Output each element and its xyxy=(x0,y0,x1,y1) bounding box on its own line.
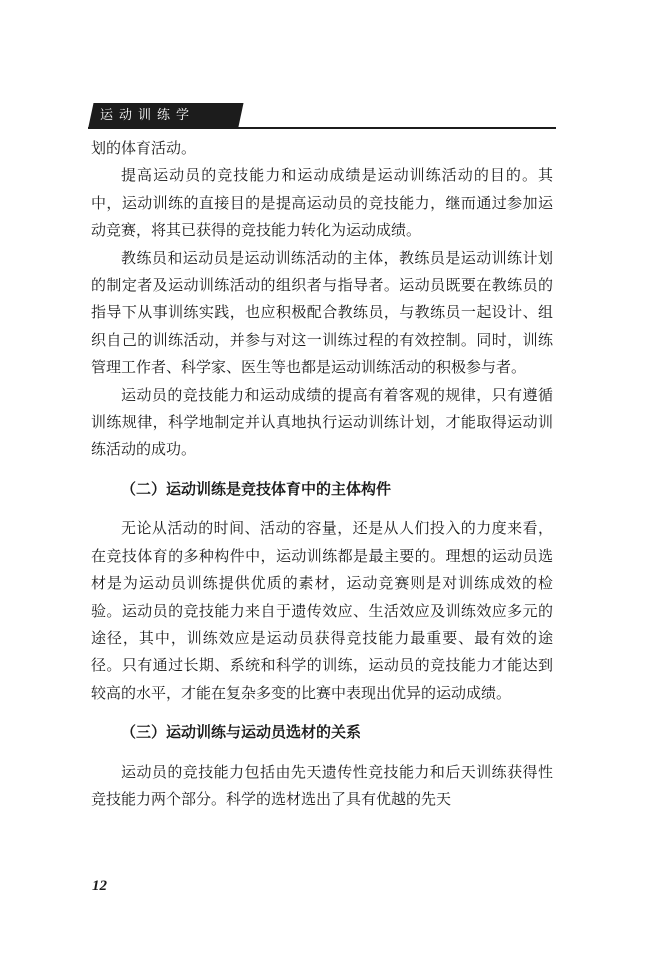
paragraph-main-component: 无论从活动的时间、活动的容量，还是从人们投入的力度来看，在竞技体育的多种构件中，运动训练都是最主要的。理想的运动员选材是为运动员训练提供优质的素材，运动竞赛则是对训练成效的检验。运动员的竞技能力来自于遗传效应、生活效应及训练效应多元的途径，其中，训练效应是运动员获得竞技能力最重要、最有效的途径。只有通过长期、系统和科学的训练，运动员的竞技能力才能达到较高的水平，才能在复杂多变的比赛中表现出优异的运动成绩。 xyxy=(91,519,553,702)
running-header-title: 运动训练学 xyxy=(100,108,196,123)
section-heading-3: （三）运动训练与运动员选材的关系 xyxy=(121,723,362,742)
paragraph-training-goal: 提高运动员的竞技能力和运动成绩是运动训练活动的目的。其中，运动训练的直接目的是提高运动员的竞技能力，继而通过参加运动竞赛，将其已获得的竞技能力转化为运动成绩。 xyxy=(91,166,553,240)
paragraph-objective-laws: 运动员的竞技能力和运动成绩的提高有着客观的规律，只有遵循训练规律，科学地制定并认真地执行运动训练计划，才能取得运动训练活动的成功。 xyxy=(91,385,553,459)
section-heading-2: （二）运动训练是竞技体育中的主体构件 xyxy=(121,479,392,498)
page-number: 12 xyxy=(92,878,107,894)
paragraph-continuation: 划的体育活动。 xyxy=(91,139,197,157)
page-body xyxy=(91,135,553,813)
paragraph-athlete-selection: 运动员的竞技能力包括由先天遗传性竞技能力和后天训练获得性竞技能力两个部分。科学的选材选出了具有优越的先天 xyxy=(91,762,553,808)
paragraph-coach-athlete: 教练员和运动员是运动训练活动的主体，教练员是运动训练计划的制定者及运动训练活动的组织者与指导者。运动员既要在教练员的指导下从事训练实践，也应积极配合教练员，与教练员一起设计、组织自己的训练活动，并参与对这一训练过程的有效控制。同时，训练管理工作者、科学家、医生等也都是运动训练活动的积极参与者。 xyxy=(91,248,553,377)
header-rule xyxy=(88,127,556,129)
